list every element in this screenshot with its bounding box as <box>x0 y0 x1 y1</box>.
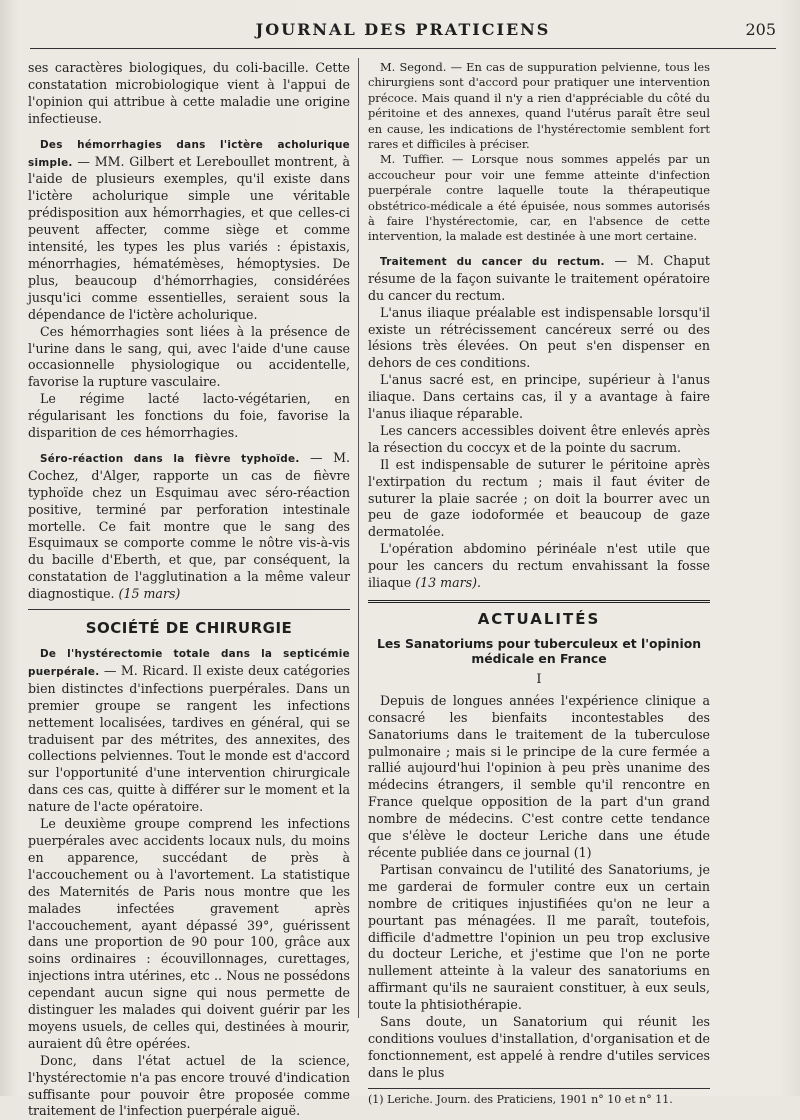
page-header <box>30 18 776 48</box>
paragraph: Ces hémorrhagies sont liées à la présence de l'urine dans le sang, qui, avec l'aide d'une cause occasionnelle physiologique ou accidentelle, favorise la rupture vasculaire. <box>28 323 350 390</box>
article-title: Les Sanatoriums pour tuberculeux et l'opinion médicale en France <box>376 635 702 666</box>
column-divider <box>358 58 359 1018</box>
paragraph: Depuis de longues années l'expérience clinique a consacré les bienfaits incontestables des Sanatoriums dans le traitement de la tuberculose pulmonaire ; mais si le principe de la cure fermée a rallié aujourd'hui l'opinion à peu près unanime des médecins étrangers, il semble qu'il rencontre en France quelque opposition de la part d'un grand nombre de médecins. C'est contre cette tendance que s'élève le docteur Leriche dans une étude récente publiée dans ce journal (1) <box>368 692 710 860</box>
paragraph-text: L'opération abdomino périnéale n'est utile que pour les cancers du rectum envahissant la fosse iliaque <box>368 541 710 591</box>
rubric-heading: Traitement du cancer du rectum. <box>380 255 605 268</box>
section-cancer-rectum <box>368 253 710 305</box>
date-note: (13 mars). <box>415 575 482 591</box>
paragraph: M. Tuffier. — Lorsque nous sommes appelés par un accoucheur pour voir une femme atteinte d'infection puerpérale contre laquelle toute la thérapeutique obstétrico-médicale a été épuisée, nous sommes autorisés à faire l'hystérectomie, car, en l'absence de cette intervention, la malade est destinée à une mort certaine. <box>368 152 710 244</box>
section-title-societe-chirurgie: SOCIÉTÉ DE CHIRURGIE <box>85 619 293 638</box>
paragraph: M. Segond. — En cas de suppuration pelvienne, tous les chirurgiens sont d'accord pour pratiquer une intervention précoce. Mais quand il n'y a rien d'appréciable du côté du péritoine et des annexes, quand l'utérus paraît être seul en cause, les indications de l'hystérectomie semblent fort rares et difficiles à préciser. <box>368 60 710 152</box>
section-hysterectomie <box>28 645 350 816</box>
header-rule <box>30 48 776 49</box>
paragraph: ses caractères biologiques, du coli-bacille. Cette constatation microbiologique vient à l'appui de l'opinion qui attribue à cette maladie une origine infectieuse. <box>28 60 350 126</box>
section-hemorrhagies <box>28 136 350 324</box>
section-sero-reaction <box>28 450 350 603</box>
date-note: (15 mars) <box>118 586 181 602</box>
paragraph: Il est indispensable de suturer le péritoine après l'extirpation du rectum ; mais il faut éviter de suturer la plaie sacrée ; on doit la bourrer avec un peu de gaze iodoformée et beaucoup de gaze dermatolée. <box>368 456 710 540</box>
paragraph-text: — M. Ricard. Il existe deux catégories bien distinctes d'infections puerpérales. Dans un premier groupe se rangent les infections nettement localisées, tardives en général, qui se traduisent par des métrites, des annexites, des collections pelviennes. Tout le monde est d'accord sur l'opportunité d'une intervention chirurgicale dans ces cas, quitte à différer sur le moment et la nature de l'acte opératoire. <box>28 662 350 815</box>
paragraph <box>368 541 710 592</box>
left-column <box>28 60 350 1120</box>
paragraph-text: — MM. Gilbert et Lereboullet montrent, à l'aide de plusieurs exemples, qu'il existe dans l'ictère acholurique simple une véritable prédisposition aux hémorrhagies, et que celles-ci peuvent affecter, comme siège et comme intensité, les types les plus variés : épistaxis, ménorrhagies, hématémèses, hémoptysies. De plus, beaucoup d'hémorrhagies, considérées jusqu'ici comme essentielles, seraient sous la dépendance de l'ictère acholurique. <box>28 153 350 322</box>
footnote-rule <box>368 1088 710 1089</box>
section-rule <box>28 609 350 610</box>
paragraph-text: — M. Chaput résume de la façon suivante le traitement opératoire du cancer du rectum. <box>368 252 710 303</box>
rubric-heading: De l'hystérectomie totale dans la septicémie puerpérale. <box>28 648 350 678</box>
paragraph: Le deuxième groupe comprend les infections puerpérales avec accidents locaux nuls, du moins en apparence, succédant de près à l'accouchement ou à l'avortement. La statistique des Maternités de Paris nous montre que les malades infectées gravement après l'accouchement, ayant dépassé 39°, guérissent dans une proportion de 90 pour 100, grâce aux soins ordinaires : écouvillonnages, curettages, injections intra utérines, etc .. Nous ne possédons cependant aucun signe qui nous permette de distinguer les malades qui doivent guérir par les moyens usuels, de celles qui, destinées à mourir, auraient dû être opérées. <box>28 816 350 1051</box>
paragraph: Donc, dans l'état actuel de la science, l'hystérectomie n'a pas encore trouvé d'indication suffisante pour pouvoir être proposée comme traitement de l'infection puerpérale aiguë. <box>28 1052 350 1119</box>
article-section-number: I <box>536 671 542 687</box>
right-column <box>368 60 710 1107</box>
paragraph: Le régime lacté lacto-végétarien, en régularisant les fonctions du foie, favorise la disparition de ces hémorrhagies. <box>28 391 350 441</box>
paragraph: Partisan convaincu de l'utilité des Sanatoriums, je me garderai de formuler contre eux un certain nombre de critiques injustifiées qu'on ne leur a pourtant pas ménagées. Il me paraît, toutefois, difficile d'admettre l'opinion un peu trop exclusive du docteur Leriche, et j'estime que l'on ne porte nullement atteinte à la valeur des sanatoriums en affirmant qu'ils ne sauraient constituer, à eux seuls, toute la phtisiothérapie. <box>368 861 710 1013</box>
paragraph: Les cancers accessibles doivent être enlevés après la résection du coccyx et de la pointe du sacrum. <box>368 422 710 455</box>
journal-title: JOURNAL DES PRATICIENS <box>255 20 551 39</box>
paragraph-text: — M. Cochez, d'Alger, rapporte un cas de fièvre typhoïde chez un Esquimau avec séro-réaction positive, terminé par perforation intestinale mortelle. Ce fait montre que le sang des Esquimaux se comporte comme le nôtre vis-à-vis du bacille d'Eberth, et que, par conséquent, la constatation de l'agglutination a la même valeur diagnostique. <box>28 449 350 602</box>
paragraph: L'anus sacré est, en principe, supérieur à l'anus iliaque. Dans certains cas, il y a avantage à faire l'anus iliaque réparable. <box>368 372 710 422</box>
paragraph: L'anus iliaque préalable est indispensable lorsqu'il existe un rétrécissement cancéreux serré ou des lésions très élevées. On peut s'en dispenser en dehors de ces conditions. <box>368 304 710 371</box>
footnote: (1) Leriche. Journ. des Praticiens, 1901 n° 10 et n° 11. <box>368 1092 673 1106</box>
rubric-heading: Séro-réaction dans la fièvre typhoïde. <box>40 452 300 465</box>
paragraph: Sans doute, un Sanatorium qui réunit les conditions voulues d'installation, d'organisation et de fonctionnement, est appelé à rendre d'utiles services dans le plus <box>368 1014 710 1080</box>
rubric-heading: Des hémorrhagies dans l'ictère acholurique simple. <box>28 138 350 169</box>
section-rule <box>368 600 710 603</box>
section-title-actualites: ACTUALITÉS <box>477 610 601 628</box>
page-number: 205 <box>745 20 776 39</box>
